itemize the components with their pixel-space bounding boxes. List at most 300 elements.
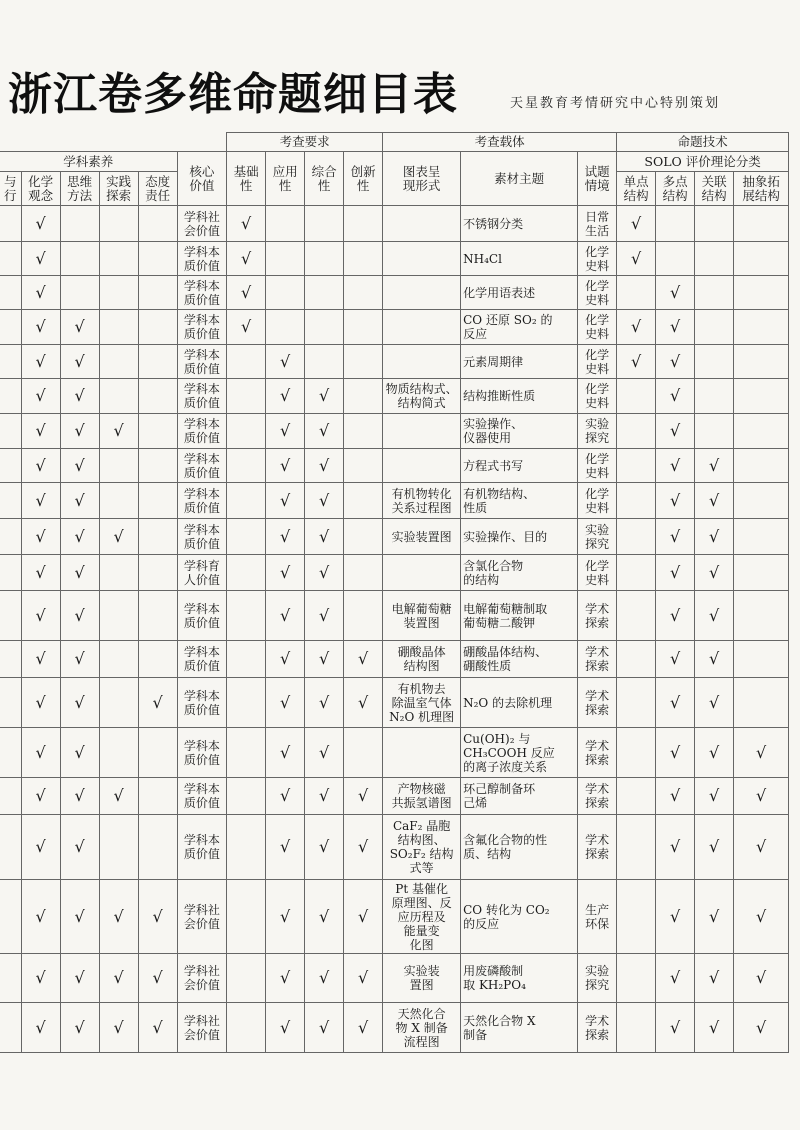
check-mark: √ (695, 728, 734, 778)
cell-chart-form: 有机物去 除温室气体 N₂O 机理图 (383, 678, 461, 728)
check-mark: √ (99, 519, 138, 555)
cell-context: 化学 史料 (578, 483, 617, 519)
check-mark: √ (305, 414, 344, 449)
empty-cell (617, 483, 656, 519)
cell-chart-form (383, 728, 461, 778)
empty-cell (138, 242, 177, 276)
cell-context: 日常 生活 (578, 206, 617, 242)
check-mark: √ (266, 414, 305, 449)
cell-chart-form (383, 555, 461, 591)
check-mark: √ (266, 728, 305, 778)
empty-cell (266, 310, 305, 345)
empty-cell (617, 678, 656, 728)
check-mark: √ (305, 678, 344, 728)
empty-cell (227, 641, 266, 678)
check-mark: √ (21, 519, 60, 555)
cell-material-theme: 含氯化合物 的结构 (461, 555, 578, 591)
check-mark: √ (734, 1003, 789, 1053)
cell-chart-form (383, 345, 461, 379)
empty-cell (617, 954, 656, 1003)
check-mark: √ (21, 880, 60, 954)
check-mark: √ (21, 310, 60, 345)
check-mark: √ (305, 1003, 344, 1053)
check-mark: √ (99, 1003, 138, 1053)
cell-core-value: 学科本 质价值 (177, 379, 227, 414)
check-mark: √ (227, 206, 266, 242)
cell-material-theme: 天然化合物 X 制备 (461, 1003, 578, 1053)
check-mark: √ (344, 1003, 383, 1053)
empty-cell (734, 483, 789, 519)
cell-partial (0, 414, 21, 449)
cell-partial (0, 728, 21, 778)
table-row (0, 591, 789, 641)
check-mark: √ (734, 880, 789, 954)
cell-context: 化学 史料 (578, 449, 617, 483)
check-mark: √ (60, 345, 99, 379)
cell-chart-form (383, 310, 461, 345)
table-row (0, 778, 789, 815)
check-mark: √ (266, 555, 305, 591)
empty-cell (227, 414, 266, 449)
table-row (0, 1003, 789, 1053)
empty-cell (305, 276, 344, 310)
table-row (0, 483, 789, 519)
cell-context: 学术 探索 (578, 815, 617, 880)
cell-core-value: 学科社 会价值 (177, 1003, 227, 1053)
check-mark: √ (695, 954, 734, 1003)
check-mark: √ (60, 591, 99, 641)
empty-cell (344, 206, 383, 242)
check-mark: √ (266, 778, 305, 815)
check-mark: √ (656, 1003, 695, 1053)
cell-context: 学术 探索 (578, 728, 617, 778)
check-mark: √ (305, 591, 344, 641)
table-row (0, 310, 789, 345)
cell-chart-form: 实验装 置图 (383, 954, 461, 1003)
check-mark: √ (60, 379, 99, 414)
empty-cell (734, 310, 789, 345)
check-mark: √ (227, 310, 266, 345)
check-mark: √ (99, 954, 138, 1003)
check-mark: √ (617, 345, 656, 379)
cell-material-theme: 实验操作、目的 (461, 519, 578, 555)
empty-cell (138, 310, 177, 345)
cell-context: 化学 史料 (578, 555, 617, 591)
check-mark: √ (695, 678, 734, 728)
cell-context: 实验 探究 (578, 414, 617, 449)
empty-cell (734, 641, 789, 678)
check-mark: √ (60, 880, 99, 954)
empty-cell (344, 728, 383, 778)
header-chem-view: 化学 观念 (21, 172, 60, 206)
cell-partial (0, 379, 21, 414)
cell-chart-form (383, 449, 461, 483)
empty-cell (344, 414, 383, 449)
check-mark: √ (21, 242, 60, 276)
check-mark: √ (138, 880, 177, 954)
check-mark: √ (734, 954, 789, 1003)
header-innovative: 创新 性 (344, 152, 383, 206)
empty-cell (138, 555, 177, 591)
empty-cell (734, 276, 789, 310)
check-mark: √ (21, 206, 60, 242)
empty-cell (138, 345, 177, 379)
check-mark: √ (99, 880, 138, 954)
check-mark: √ (656, 728, 695, 778)
empty-cell (344, 555, 383, 591)
check-mark: √ (60, 483, 99, 519)
check-mark: √ (656, 449, 695, 483)
empty-cell (617, 591, 656, 641)
cell-material-theme: 环己醇制备环 己烯 (461, 778, 578, 815)
header-practice: 实践 探索 (99, 172, 138, 206)
cell-context: 化学 史料 (578, 379, 617, 414)
table-row (0, 641, 789, 678)
empty-cell (60, 206, 99, 242)
check-mark: √ (266, 345, 305, 379)
check-mark: √ (21, 276, 60, 310)
check-mark: √ (21, 345, 60, 379)
check-mark: √ (21, 449, 60, 483)
check-mark: √ (695, 815, 734, 880)
header-exam-carrier: 考查载体 (383, 133, 617, 152)
cell-chart-form: 天然化合 物 X 制备 流程图 (383, 1003, 461, 1053)
cell-chart-form: 有机物转化 关系过程图 (383, 483, 461, 519)
empty-cell (227, 728, 266, 778)
cell-chart-form (383, 414, 461, 449)
check-mark: √ (138, 954, 177, 1003)
empty-cell (227, 591, 266, 641)
check-mark: √ (656, 678, 695, 728)
empty-cell (99, 815, 138, 880)
empty-cell (99, 591, 138, 641)
empty-cell (60, 276, 99, 310)
check-mark: √ (266, 519, 305, 555)
empty-cell (227, 954, 266, 1003)
empty-cell (656, 242, 695, 276)
empty-cell (305, 206, 344, 242)
check-mark: √ (656, 483, 695, 519)
check-mark: √ (21, 678, 60, 728)
cell-context: 化学 史料 (578, 276, 617, 310)
empty-cell (617, 880, 656, 954)
empty-cell (656, 206, 695, 242)
empty-cell (695, 206, 734, 242)
check-mark: √ (60, 815, 99, 880)
table-row (0, 414, 789, 449)
empty-cell (99, 555, 138, 591)
empty-cell (138, 449, 177, 483)
empty-cell (99, 449, 138, 483)
check-mark: √ (227, 242, 266, 276)
cell-context: 生产 环保 (578, 880, 617, 954)
empty-cell (344, 519, 383, 555)
check-mark: √ (305, 880, 344, 954)
cell-chart-form: Pt 基催化 原理图、反 应历程及 能量变 化图 (383, 880, 461, 954)
check-mark: √ (60, 778, 99, 815)
empty-cell (138, 276, 177, 310)
header-subject-literacy: 学科素养 (0, 152, 177, 172)
check-mark: √ (344, 641, 383, 678)
cell-core-value: 学科本 质价值 (177, 815, 227, 880)
check-mark: √ (60, 414, 99, 449)
empty-cell (734, 591, 789, 641)
empty-cell (344, 483, 383, 519)
check-mark: √ (21, 379, 60, 414)
cell-chart-form (383, 242, 461, 276)
check-mark: √ (695, 641, 734, 678)
header-multi: 多点 结构 (656, 172, 695, 206)
cell-core-value: 学科本 质价值 (177, 483, 227, 519)
check-mark: √ (344, 954, 383, 1003)
empty-cell (227, 678, 266, 728)
check-mark: √ (266, 641, 305, 678)
cell-material-theme: 方程式书写 (461, 449, 578, 483)
check-mark: √ (60, 310, 99, 345)
check-mark: √ (695, 483, 734, 519)
table-row (0, 815, 789, 880)
empty-cell (617, 1003, 656, 1053)
check-mark: √ (21, 728, 60, 778)
empty-cell (617, 555, 656, 591)
check-mark: √ (21, 815, 60, 880)
cell-partial (0, 954, 21, 1003)
empty-cell (617, 728, 656, 778)
header-chart-form: 图表呈 现形式 (383, 152, 461, 206)
empty-cell (344, 591, 383, 641)
check-mark: √ (60, 728, 99, 778)
check-mark: √ (695, 1003, 734, 1053)
empty-cell (305, 242, 344, 276)
empty-cell (617, 379, 656, 414)
check-mark: √ (734, 778, 789, 815)
check-mark: √ (695, 449, 734, 483)
empty-cell (138, 591, 177, 641)
check-mark: √ (138, 678, 177, 728)
check-mark: √ (305, 449, 344, 483)
empty-cell (99, 206, 138, 242)
empty-cell (695, 242, 734, 276)
check-mark: √ (305, 519, 344, 555)
empty-cell (617, 449, 656, 483)
check-mark: √ (695, 519, 734, 555)
empty-cell (138, 641, 177, 678)
empty-cell (99, 242, 138, 276)
cell-partial (0, 345, 21, 379)
table-body (0, 206, 789, 1053)
check-mark: √ (99, 414, 138, 449)
empty-cell (266, 206, 305, 242)
cell-partial (0, 449, 21, 483)
cell-chart-form (383, 276, 461, 310)
check-mark: √ (656, 880, 695, 954)
empty-cell (227, 778, 266, 815)
check-mark: √ (344, 778, 383, 815)
table-row (0, 555, 789, 591)
cell-partial (0, 483, 21, 519)
check-mark: √ (695, 880, 734, 954)
table-row (0, 880, 789, 954)
cell-core-value: 学科本 质价值 (177, 678, 227, 728)
table-row (0, 379, 789, 414)
check-mark: √ (266, 591, 305, 641)
empty-cell (344, 449, 383, 483)
check-mark: √ (656, 414, 695, 449)
check-mark: √ (617, 206, 656, 242)
cell-partial (0, 242, 21, 276)
table-row (0, 728, 789, 778)
empty-cell (138, 414, 177, 449)
header-extended: 抽象拓 展结构 (734, 172, 789, 206)
cell-partial (0, 678, 21, 728)
header-core-value: 核心 价值 (177, 152, 227, 206)
check-mark: √ (21, 483, 60, 519)
check-mark: √ (305, 954, 344, 1003)
cell-context: 实验 探究 (578, 954, 617, 1003)
empty-cell (695, 379, 734, 414)
check-mark: √ (305, 728, 344, 778)
cell-core-value: 学科社 会价值 (177, 880, 227, 954)
check-mark: √ (60, 678, 99, 728)
cell-chart-form: 实验装置图 (383, 519, 461, 555)
empty-cell (227, 555, 266, 591)
empty-cell (99, 345, 138, 379)
empty-cell (138, 206, 177, 242)
check-mark: √ (734, 815, 789, 880)
empty-cell (695, 310, 734, 345)
table-row (0, 678, 789, 728)
header-relational: 关联 结构 (695, 172, 734, 206)
header-single: 单点 结构 (617, 172, 656, 206)
cell-core-value: 学科社 会价值 (177, 954, 227, 1003)
check-mark: √ (656, 345, 695, 379)
empty-cell (344, 242, 383, 276)
check-mark: √ (21, 778, 60, 815)
header-basic: 基础 性 (227, 152, 266, 206)
check-mark: √ (617, 310, 656, 345)
table-row (0, 345, 789, 379)
empty-cell (227, 345, 266, 379)
cell-core-value: 学科本 质价值 (177, 414, 227, 449)
cell-chart-form (383, 206, 461, 242)
header-material-theme: 素材主题 (461, 152, 578, 206)
check-mark: √ (266, 483, 305, 519)
empty-cell (138, 379, 177, 414)
empty-cell (266, 276, 305, 310)
empty-cell (617, 641, 656, 678)
cell-context: 学术 探索 (578, 641, 617, 678)
check-mark: √ (656, 276, 695, 310)
cell-core-value: 学科本 质价值 (177, 345, 227, 379)
cell-partial (0, 555, 21, 591)
check-mark: √ (656, 641, 695, 678)
check-mark: √ (60, 519, 99, 555)
check-mark: √ (305, 555, 344, 591)
check-mark: √ (21, 414, 60, 449)
empty-cell (344, 379, 383, 414)
check-mark: √ (344, 815, 383, 880)
check-mark: √ (695, 555, 734, 591)
table-row (0, 954, 789, 1003)
cell-partial (0, 591, 21, 641)
check-mark: √ (305, 815, 344, 880)
cell-material-theme: 含氟化合物的性 质、结构 (461, 815, 578, 880)
cell-context: 学术 探索 (578, 678, 617, 728)
check-mark: √ (305, 483, 344, 519)
empty-cell (60, 242, 99, 276)
empty-cell (305, 345, 344, 379)
empty-cell (305, 310, 344, 345)
empty-cell (227, 449, 266, 483)
cell-partial (0, 778, 21, 815)
check-mark: √ (266, 954, 305, 1003)
cell-material-theme: 用废磷酸制 取 KH₂PO₄ (461, 954, 578, 1003)
empty-cell (695, 276, 734, 310)
header-proposition-technique: 命题技术 (617, 133, 789, 152)
page-subtitle: 天星教育考情研究中心特别策划 (510, 96, 721, 111)
check-mark: √ (21, 641, 60, 678)
empty-cell (617, 519, 656, 555)
cell-core-value: 学科本 质价值 (177, 449, 227, 483)
check-mark: √ (138, 1003, 177, 1053)
check-mark: √ (656, 555, 695, 591)
check-mark: √ (21, 591, 60, 641)
empty-cell (227, 519, 266, 555)
header-solo: SOLO 评价理论分类 (617, 152, 789, 172)
check-mark: √ (21, 954, 60, 1003)
empty-cell (734, 379, 789, 414)
empty-cell (227, 880, 266, 954)
header-partial: 与 行 (0, 172, 21, 206)
cell-material-theme: 实验操作、 仪器使用 (461, 414, 578, 449)
check-mark: √ (305, 778, 344, 815)
check-mark: √ (227, 276, 266, 310)
check-mark: √ (266, 678, 305, 728)
check-mark: √ (21, 1003, 60, 1053)
empty-cell (344, 310, 383, 345)
cell-context: 化学 史料 (578, 310, 617, 345)
cell-chart-form: 产物核磁 共振氢谱图 (383, 778, 461, 815)
cell-material-theme: 化学用语表述 (461, 276, 578, 310)
check-mark: √ (266, 1003, 305, 1053)
cell-context: 化学 史料 (578, 242, 617, 276)
empty-cell (617, 778, 656, 815)
header-applied: 应用 性 (266, 152, 305, 206)
check-mark: √ (656, 954, 695, 1003)
empty-cell (734, 555, 789, 591)
cell-material-theme: 硼酸晶体结构、 硼酸性质 (461, 641, 578, 678)
empty-cell (734, 345, 789, 379)
empty-cell (266, 242, 305, 276)
cell-partial (0, 641, 21, 678)
empty-cell (344, 345, 383, 379)
cell-material-theme: Cu(OH)₂ 与 CH₃COOH 反应 的离子浓度关系 (461, 728, 578, 778)
cell-core-value: 学科本 质价值 (177, 242, 227, 276)
table-row (0, 449, 789, 483)
cell-chart-form: 物质结构式、 结构简式 (383, 379, 461, 414)
check-mark: √ (656, 519, 695, 555)
check-mark: √ (656, 815, 695, 880)
cell-partial (0, 519, 21, 555)
cell-material-theme: CO 还原 SO₂ 的 反应 (461, 310, 578, 345)
cell-chart-form: 电解葡萄糖 装置图 (383, 591, 461, 641)
cell-partial (0, 1003, 21, 1053)
empty-cell (138, 815, 177, 880)
empty-cell (695, 345, 734, 379)
check-mark: √ (305, 379, 344, 414)
cell-core-value: 学科本 质价值 (177, 591, 227, 641)
check-mark: √ (60, 1003, 99, 1053)
